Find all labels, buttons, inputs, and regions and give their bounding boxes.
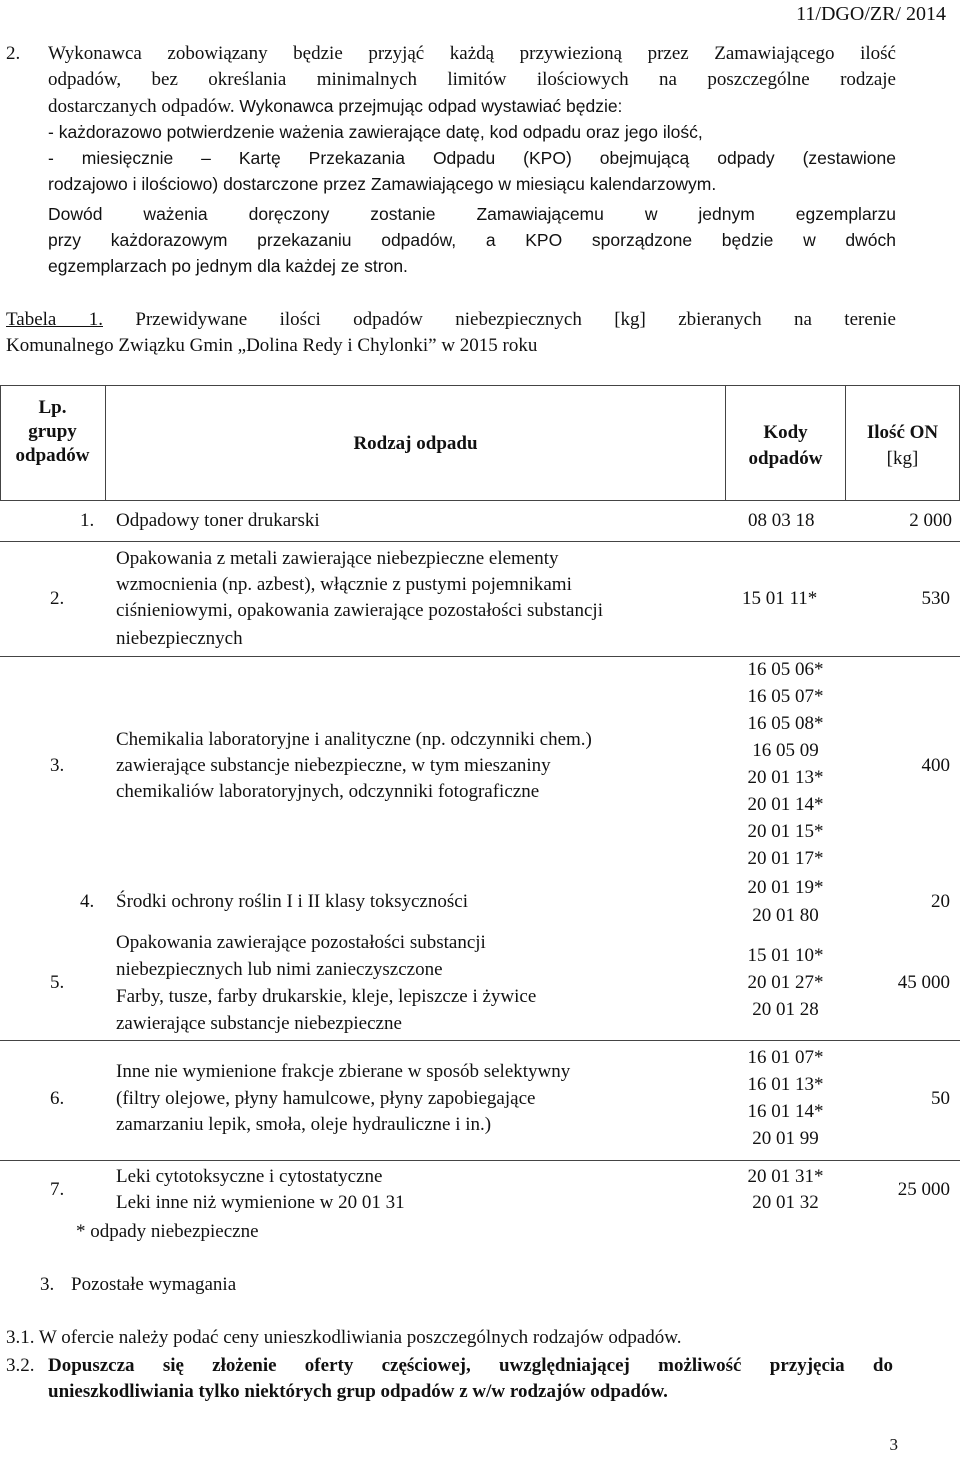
row-divider <box>0 541 960 542</box>
caption-line-1 <box>6 309 896 331</box>
row-lp: 1. <box>80 510 95 531</box>
row-desc: (filtry olejowe, płyny hamulcowe, płyny zapobiegające <box>116 1088 536 1109</box>
header-kody <box>726 420 845 472</box>
caption-label: Tabela 1. <box>6 309 103 330</box>
row-code: 20 01 80 <box>752 905 819 926</box>
row-code: 16 01 07* <box>747 1047 824 1068</box>
row-code: 20 01 27* <box>747 972 824 993</box>
caption-text: Przewidywane ilości odpadów niebezpiecznych [kg] zbieranych na terenie <box>135 309 896 330</box>
caption-line-2: Komunalnego Związku Gmin „Dolina Redy i Chylonki” w 2015 roku <box>6 335 538 356</box>
row-qty: 530 <box>921 588 950 609</box>
row-code: 20 01 14* <box>747 794 824 815</box>
row-code: 08 03 18 <box>748 510 815 531</box>
header-rodzaj: Rodzaj odpadu <box>353 433 478 454</box>
row-code: 15 01 10* <box>747 945 824 966</box>
row-lp: 2. <box>50 588 65 609</box>
paragraph-line: Dowód ważenia doręczony zostanie Zamawiającemu w jednym egzemplarzu <box>48 204 896 224</box>
header-kody-line: odpadów <box>748 448 823 469</box>
row-desc: Leki cytotoksyczne i cytostatyczne <box>116 1166 383 1187</box>
row-code: 20 01 28 <box>752 999 819 1020</box>
row-lp: 6. <box>50 1088 65 1109</box>
row-desc: zamarzaniu lepik, smoła, oleje hydrauliczne i in.) <box>116 1114 492 1135</box>
row-divider <box>0 1160 960 1161</box>
row-code: 15 01 11* <box>742 588 818 609</box>
table-footnote: * odpady niebezpieczne <box>76 1221 259 1242</box>
header-lp <box>0 396 105 468</box>
paragraph-line: egzemplarzach po jednym dla każdej ze stron. <box>48 256 408 276</box>
table-header-border <box>0 500 960 501</box>
row-code: 16 01 14* <box>747 1101 824 1122</box>
paragraph-text: Wykonawca przejmując odpad wystawiać będzie: <box>239 96 623 116</box>
row-code: 16 05 08* <box>747 713 824 734</box>
row-desc: Opakowania zawierające pozostałości substancji <box>116 932 486 953</box>
row-desc: Leki inne niż wymienione w 20 01 31 <box>116 1192 405 1213</box>
row-desc: ciśnieniowymi, opakowania zawierające pozostałości substancji <box>116 600 603 621</box>
row-divider <box>0 1040 960 1041</box>
row-code: 20 01 99 <box>752 1128 819 1149</box>
row-desc: Chemikalia laboratoryjne i analityczne (np. odczynniki chem.) <box>116 729 592 750</box>
row-code: 20 01 17* <box>747 848 824 869</box>
item-3-1 <box>6 1327 682 1349</box>
header-ilosc <box>846 420 959 472</box>
item-number: 3.2. <box>6 1355 35 1376</box>
paragraph-line <box>48 95 622 118</box>
paragraph-line: Wykonawca zobowiązany będzie przyjąć każdą przywiezioną przez Zamawiającego ilość <box>48 43 896 64</box>
item-text: Dopuszcza się złożenie oferty częściowej, uwzględniającej możliwość przyjęcia do <box>48 1355 893 1376</box>
row-qty: 400 <box>921 755 950 776</box>
header-ilosc-line: Ilość ON <box>866 422 939 443</box>
document-reference: 11/DGO/ZR/ 2014 <box>796 3 946 25</box>
header-lp-line: odpadów <box>15 445 90 466</box>
row-lp: 5. <box>50 972 65 993</box>
header-kody-line: Kody <box>763 422 808 443</box>
paragraph-line: odpadów, bez określania minimalnych limitów ilościowych na poszczególne rodzaje <box>48 69 896 90</box>
table-top-border <box>0 385 960 386</box>
paragraph-text: dostarczanych odpadów. <box>48 96 235 117</box>
row-code: 16 05 07* <box>747 686 824 707</box>
row-code: 16 01 13* <box>747 1074 824 1095</box>
item-number: 3.1. <box>6 1327 35 1348</box>
row-desc: Środki ochrony roślin I i II klasy toksyczności <box>116 891 468 912</box>
row-desc: zawierające substancje niebezpieczne, w tym mieszaniny <box>116 755 551 776</box>
row-desc: Inne nie wymienione frakcje zbierane w sposób selektywny <box>116 1061 571 1082</box>
row-desc: Opakowania z metali zawierające niebezpieczne elementy <box>116 548 559 569</box>
row-qty: 25 000 <box>897 1179 950 1200</box>
section-heading <box>40 1274 236 1296</box>
paragraph-line: - każdorazowo potwierdzenie ważenia zawierające datę, kod odpadu oraz jego ilość, <box>48 122 703 142</box>
item-text: unieszkodliwiania tylko niektórych grup odpadów z w/w rodzajów odpadów. <box>48 1381 668 1402</box>
header-ilosc-line: [kg] <box>886 448 919 469</box>
row-code: 20 01 15* <box>747 821 824 842</box>
row-desc: niebezpiecznych <box>116 628 243 649</box>
row-lp: 7. <box>50 1179 65 1200</box>
row-qty: 50 <box>931 1088 950 1109</box>
row-code: 20 01 32 <box>752 1192 819 1213</box>
row-desc: zawierające substancje niebezpieczne <box>116 1013 402 1034</box>
row-qty: 45 000 <box>897 972 950 993</box>
row-divider <box>0 656 960 657</box>
paragraph-line: rodzajowo i ilościowo) dostarczone przez Zamawiającego w miesiącu kalendarzowym. <box>48 174 717 194</box>
header-lp-line: Lp. <box>38 397 67 418</box>
row-code: 20 01 31* <box>747 1166 824 1187</box>
row-code: 16 05 06* <box>747 659 824 680</box>
row-desc: niebezpiecznych lub nimi zanieczyszczone <box>116 959 443 980</box>
row-code: 20 01 19* <box>747 877 824 898</box>
page-number: 3 <box>889 1435 898 1454</box>
row-lp: 3. <box>50 755 65 776</box>
row-qty: 20 <box>931 891 950 912</box>
row-desc: Odpadowy toner drukarski <box>116 510 320 531</box>
row-lp: 4. <box>80 891 95 912</box>
row-desc: wzmocnienia (np. azbest), włącznie z pustymi pojemnikami <box>116 574 572 595</box>
section-title: Pozostałe wymagania <box>71 1274 237 1295</box>
paragraph-line: - miesięcznie – Kartę Przekazania Odpadu (KPO) obejmującą odpady (zestawione <box>48 148 896 168</box>
row-code: 20 01 13* <box>747 767 824 788</box>
row-desc: Farby, tusze, farby drukarskie, kleje, lepiszcze i żywice <box>116 986 537 1007</box>
row-code: 16 05 09 <box>752 740 819 761</box>
row-qty: 2 000 <box>909 510 952 531</box>
item-text: W ofercie należy podać ceny unieszkodliwiania poszczególnych rodzajów odpadów. <box>38 1327 682 1348</box>
section-number: 3. <box>40 1274 55 1295</box>
paragraph-number: 2. <box>6 43 21 64</box>
row-desc: chemikaliów laboratoryjnych, odczynniki fotograficzne <box>116 781 540 802</box>
header-lp-line: grupy <box>28 421 77 442</box>
paragraph-line: przy każdorazowym przekazaniu odpadów, a KPO sporządzone będzie w dwóch <box>48 230 896 250</box>
